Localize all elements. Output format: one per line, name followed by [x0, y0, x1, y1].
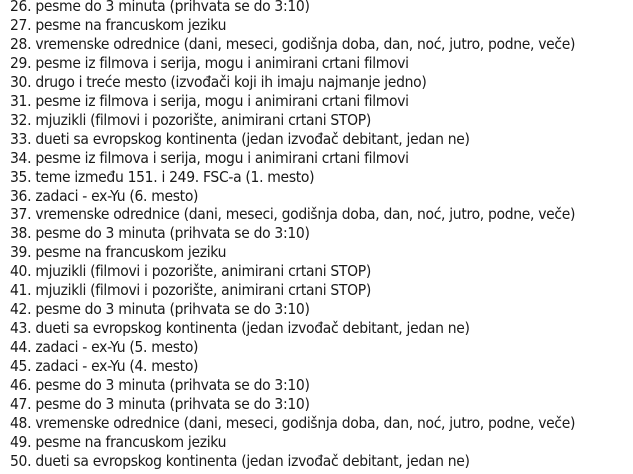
- list-item: [10, 149, 575, 168]
- item-number: 49.: [10, 432, 32, 451]
- item-text: mjuzikli (filmovi i pozorište, animirani crtani STOP): [35, 262, 371, 281]
- item-number: 48.: [10, 413, 32, 432]
- item-text: mjuzikli (filmovi i pozorište, animirani crtani STOP): [35, 281, 371, 300]
- item-text: pesme na francuskom jeziku: [35, 243, 227, 262]
- item-text: drugo i treće mesto (izvođači koji ih imaju najmanje jedno): [35, 72, 427, 91]
- list-item: [10, 73, 575, 92]
- list-item: [10, 395, 575, 414]
- item-text: pesme iz filmova i serija, mogu i animirani crtani filmovi: [35, 148, 409, 167]
- item-text: pesme na francuskom jeziku: [35, 432, 227, 451]
- list-item: [10, 452, 575, 471]
- item-number: 39.: [10, 243, 32, 262]
- item-text: pesme do 3 minuta (prihvata se do 3:10): [35, 224, 310, 243]
- item-number: 31.: [10, 91, 32, 110]
- item-text: zadaci - ex-Yu (6. mesto): [35, 186, 199, 205]
- item-number: 28.: [10, 34, 32, 53]
- list-item: [10, 16, 575, 35]
- item-text: pesme iz filmova i serija, mogu i animirani crtani filmovi: [35, 53, 409, 72]
- item-number: 47.: [10, 395, 32, 414]
- list-item: [10, 433, 575, 452]
- list-item: [10, 376, 575, 395]
- list-item: [10, 205, 575, 224]
- item-text: teme između 151. i 249. FSC-a (1. mesto): [35, 167, 315, 186]
- list-item: [10, 243, 575, 262]
- list-item: [10, 414, 575, 433]
- item-number: 50.: [10, 451, 32, 470]
- item-number: 45.: [10, 357, 32, 376]
- list-item: [10, 357, 575, 376]
- list-item: [10, 187, 575, 206]
- item-text: dueti sa evropskog kontinenta (jedan izvođač debitant, jedan ne): [35, 129, 470, 148]
- list-item: [10, 92, 575, 111]
- item-number: 38.: [10, 224, 32, 243]
- item-number: 27.: [10, 15, 32, 34]
- item-number: 37.: [10, 205, 32, 224]
- item-number: 32.: [10, 110, 32, 129]
- item-text: zadaci - ex-Yu (5. mesto): [35, 338, 199, 357]
- item-text: pesme do 3 minuta (prihvata se do 3:10): [35, 376, 310, 395]
- numbered-topic-list: [10, 0, 575, 471]
- item-text: pesme do 3 minuta (prihvata se do 3:10): [35, 395, 310, 414]
- item-number: 40.: [10, 262, 32, 281]
- item-text: pesme do 3 minuta (prihvata se do 3:10): [35, 0, 310, 15]
- list-item: [10, 111, 575, 130]
- item-text: mjuzikli (filmovi i pozorište, animirani crtani STOP): [35, 110, 371, 129]
- item-number: 34.: [10, 148, 32, 167]
- list-item: [10, 300, 575, 319]
- item-number: 36.: [10, 186, 32, 205]
- item-number: 29.: [10, 53, 32, 72]
- list-item: [10, 0, 575, 16]
- item-number: 35.: [10, 167, 32, 186]
- item-text: dueti sa evropskog kontinenta (jedan izvođač debitant, jedan ne): [35, 451, 470, 470]
- item-number: 33.: [10, 129, 32, 148]
- item-number: 46.: [10, 376, 32, 395]
- item-text: pesme na francuskom jeziku: [35, 15, 227, 34]
- item-text: vremenske odrednice (dani, meseci, godišnja doba, dan, noć, jutro, podne, veče): [35, 34, 576, 53]
- item-text: pesme iz filmova i serija, mogu i animirani crtani filmovi: [35, 91, 409, 110]
- list-item: [10, 54, 575, 73]
- item-number: 26.: [10, 0, 32, 15]
- list-item: [10, 168, 575, 187]
- list-item: [10, 224, 575, 243]
- item-number: 30.: [10, 72, 32, 91]
- item-number: 43.: [10, 319, 32, 338]
- list-item: [10, 35, 575, 54]
- item-text: zadaci - ex-Yu (4. mesto): [35, 357, 199, 376]
- item-number: 44.: [10, 338, 32, 357]
- list-item: [10, 338, 575, 357]
- item-number: 42.: [10, 300, 32, 319]
- list-item: [10, 130, 575, 149]
- list-item: [10, 281, 575, 300]
- item-text: pesme do 3 minuta (prihvata se do 3:10): [35, 300, 310, 319]
- list-item: [10, 262, 575, 281]
- item-number: 41.: [10, 281, 32, 300]
- item-text: dueti sa evropskog kontinenta (jedan izvođač debitant, jedan ne): [35, 319, 470, 338]
- list-item: [10, 319, 575, 338]
- item-text: vremenske odrednice (dani, meseci, godišnja doba, dan, noć, jutro, podne, veče): [35, 205, 576, 224]
- item-text: vremenske odrednice (dani, meseci, godišnja doba, dan, noć, jutro, podne, veče): [35, 413, 576, 432]
